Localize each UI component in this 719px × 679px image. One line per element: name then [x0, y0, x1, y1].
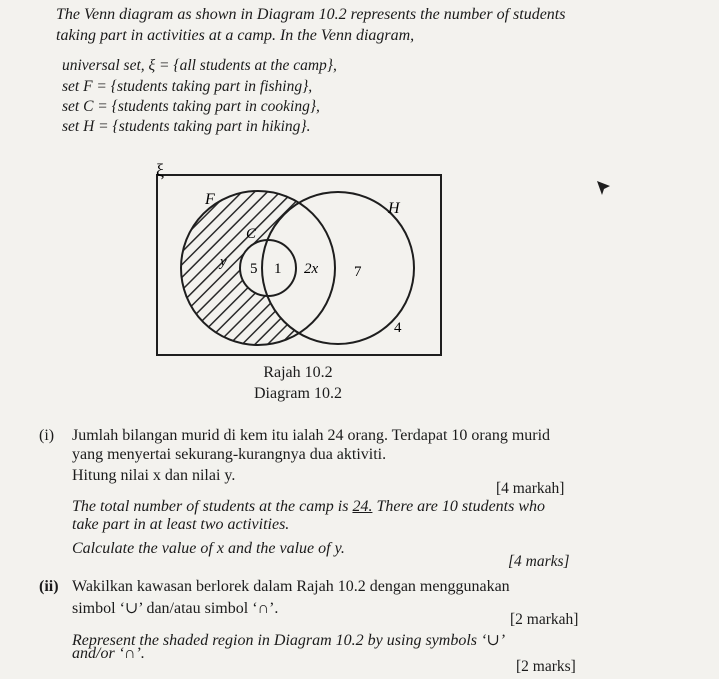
- q1-ms-marks: [4 markah]: [496, 480, 565, 497]
- q2-ms-line-1: Wakilkan kawasan berlorek dalam Rajah 10.2 dengan menggunakan: [72, 578, 510, 595]
- q1-en-line-2: take part in at least two activities.: [72, 516, 290, 533]
- value-5: 5: [250, 261, 258, 277]
- caption-ms: Rajah 10.2: [263, 364, 333, 381]
- q1-en-line-1: The total number of students at the camp is 24. There are 10 students who: [72, 498, 546, 515]
- xi-symbol: ξ: [156, 160, 165, 180]
- value-4: 4: [394, 320, 402, 336]
- value-2x: 2x: [304, 261, 319, 277]
- total-24: 24.: [352, 498, 373, 515]
- value-1: 1: [274, 261, 282, 277]
- q1-en-line-3: Calculate the value of x and the value of y.: [72, 540, 345, 557]
- q2-en-marks: [2 marks]: [516, 658, 576, 675]
- q2-number: (ii): [39, 578, 59, 595]
- set-f-definition: set F = {students taking part in fishing},: [62, 78, 313, 95]
- label-h: H: [388, 200, 400, 217]
- q1-ms-line-3: Hitung nilai x dan nilai y.: [72, 467, 236, 484]
- set-c-definition: set C = {students taking part in cooking},: [62, 98, 320, 115]
- label-c: C: [246, 226, 257, 242]
- q2-ms-marks: [2 markah]: [510, 611, 579, 628]
- intro-line-2: taking part in activities at a camp. In the Venn diagram,: [56, 27, 415, 44]
- value-7: 7: [354, 264, 362, 280]
- q2-en-line-2: and/or ‘∩’.: [72, 645, 145, 662]
- q2-ms-line-2: simbol ‘∪’ dan/atau simbol ‘∩’.: [72, 600, 279, 617]
- q1-ms-line-1: Jumlah bilangan murid di kem itu ialah 24 orang. Terdapat 10 orang murid: [72, 427, 551, 444]
- q2-en-line-1: Represent the shaded region in Diagram 10.2 by using symbols ‘∪’: [72, 632, 506, 649]
- intro-line-1: The Venn diagram as shown in Diagram 10.2 represents the number of students: [56, 6, 566, 23]
- cursor-arrow-icon: [597, 181, 610, 195]
- label-y: y: [220, 254, 227, 270]
- universal-set-definition: universal set, ξ = {all students at the camp},: [62, 57, 337, 74]
- q1-en-marks: [4 marks]: [508, 553, 570, 570]
- caption-en: Diagram 10.2: [254, 385, 342, 402]
- q1-ms-line-2: yang menyertai sekurang-kurangnya dua aktiviti.: [72, 446, 387, 463]
- label-f: F: [205, 191, 215, 208]
- q1-number: (i): [39, 427, 55, 444]
- set-h-definition: set H = {students taking part in hiking}.: [62, 118, 311, 135]
